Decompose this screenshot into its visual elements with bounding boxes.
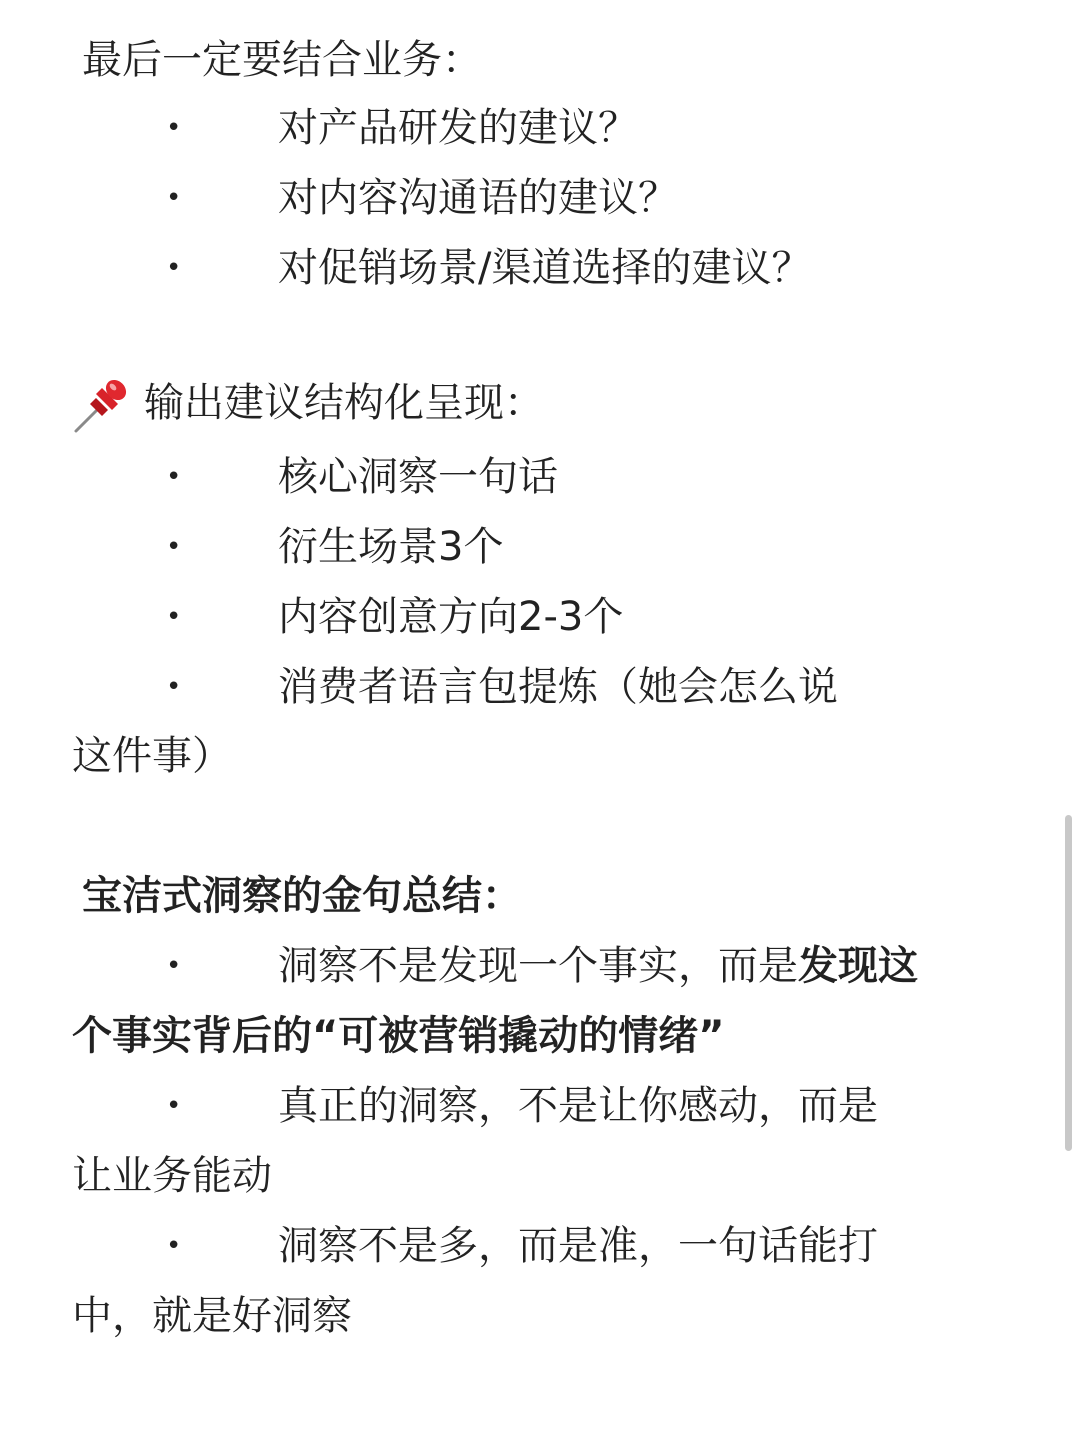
list-item bbox=[0, 1218, 1080, 1274]
list-item-text: 洞察不是多，而是准，一句话能打 bbox=[278, 1223, 878, 1269]
section-output-title: 输出建议结构化呈现： bbox=[144, 380, 544, 426]
bullet-dot: • bbox=[166, 1231, 182, 1261]
section-quotes-title: 宝洁式洞察的金句总结： bbox=[82, 873, 522, 919]
bullet-dot: • bbox=[166, 672, 182, 702]
list-item bbox=[0, 519, 1080, 575]
list-item-text: 对内容沟通语的建议？ bbox=[278, 175, 678, 221]
list-item bbox=[0, 240, 1080, 296]
list-item bbox=[0, 100, 1080, 156]
list-item bbox=[0, 449, 1080, 505]
list-item-text: 消费者语言包提炼（她会怎么说 bbox=[278, 664, 838, 710]
list-item-text: 衍生场景3个 bbox=[278, 524, 504, 570]
pushpin-icon bbox=[72, 376, 130, 434]
section-business-title: 最后一定要结合业务： bbox=[82, 37, 482, 83]
list-item bbox=[0, 659, 1080, 715]
bullet-dot: • bbox=[166, 951, 182, 981]
list-item bbox=[0, 589, 1080, 645]
bullet-dot: • bbox=[166, 1091, 182, 1121]
list-item-continuation: 中，就是好洞察 bbox=[72, 1293, 352, 1339]
quote-plain-text: 洞察不是发现一个事实，而是 bbox=[278, 943, 798, 989]
list-item-text: 内容创意方向2-3个 bbox=[278, 594, 624, 640]
bullet-dot: • bbox=[166, 602, 182, 632]
list-item-text: 对促销场景/渠道选择的建议？ bbox=[278, 245, 812, 291]
bullet-dot: • bbox=[166, 462, 182, 492]
quote-bold-text: 发现这 bbox=[798, 943, 918, 989]
list-item-continuation: 让业务能动 bbox=[72, 1153, 272, 1199]
list-item-text: 对产品研发的建议？ bbox=[278, 105, 638, 151]
list-item-text: 真正的洞察，不是让你感动，而是 bbox=[278, 1083, 878, 1129]
list-item-continuation: 个事实背后的“可被营销撬动的情绪” bbox=[72, 1013, 725, 1059]
bullet-dot: • bbox=[166, 532, 182, 562]
list-item-continuation: 这件事） bbox=[72, 733, 232, 779]
list-item bbox=[0, 1078, 1080, 1134]
list-item-text bbox=[278, 938, 918, 994]
list-item bbox=[0, 170, 1080, 226]
scrollbar[interactable] bbox=[1065, 815, 1072, 1151]
list-item-text: 核心洞察一句话 bbox=[278, 454, 558, 500]
bullet-dot: • bbox=[166, 183, 182, 213]
list-item bbox=[0, 938, 1080, 994]
bullet-dot: • bbox=[166, 253, 182, 283]
bullet-dot: • bbox=[166, 113, 182, 143]
